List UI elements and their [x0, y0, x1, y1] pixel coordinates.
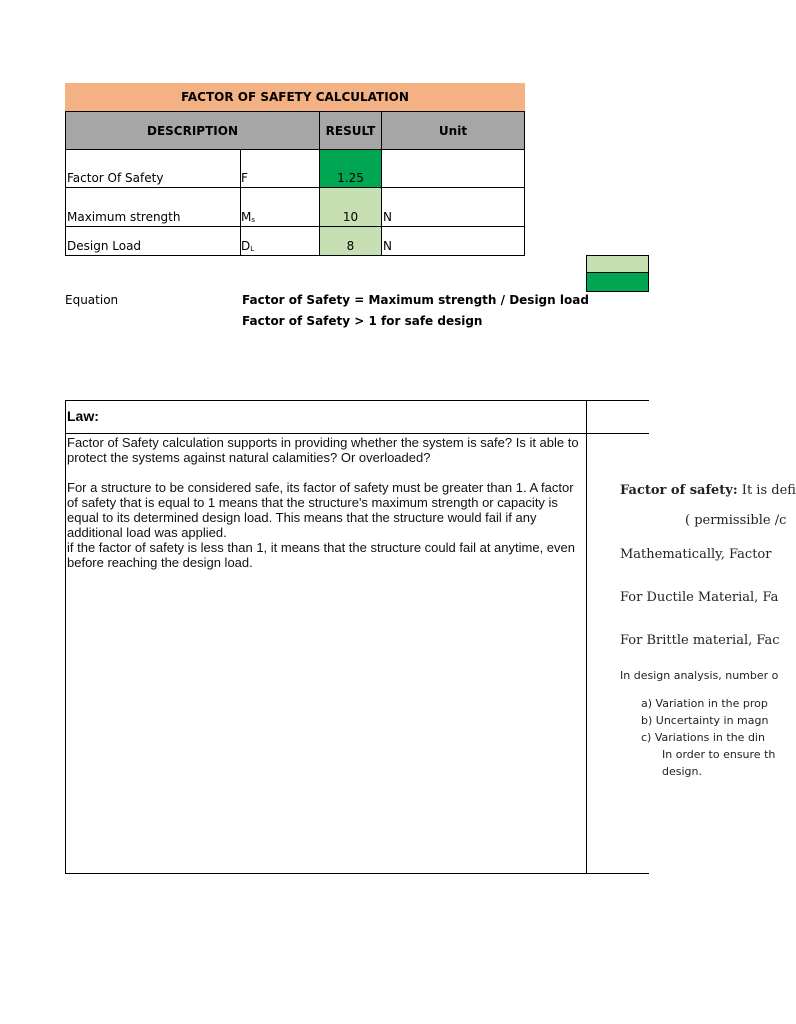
image-line-permissible: ( permissible /c: [685, 513, 787, 528]
legend-input-swatch: [586, 255, 649, 273]
law-divider-horizontal: [65, 433, 649, 434]
law-paragraph-2: For a structure to be considered safe, its factor of safety must be greater than 1. A factor of safety that is equal to 1 means that the structure's maximum strength or capacity is equal to its determined design load. This means that the structure would fail if any additional load was applied.: [67, 480, 574, 540]
row-symbol-design-load: D $_L$: [240, 226, 320, 256]
image-line-ductile: For Ductile Material, Fa: [620, 590, 779, 605]
legend-output-swatch: [586, 273, 649, 292]
input-maximum-strength[interactable]: 10: [319, 187, 382, 227]
image-line-design-analysis: In design analysis, number o: [620, 669, 779, 682]
image-line-definition: Factor of safety: It is defi: [620, 483, 796, 498]
law-title: Law:: [67, 408, 99, 424]
image-line-mathematically: Mathematically, Factor: [620, 547, 772, 562]
table-title: FACTOR OF SAFETY CALCULATION: [65, 83, 525, 111]
law-box: [65, 400, 649, 874]
equation-label: Equation: [65, 293, 119, 307]
image-item-b: b) Uncertainty in magn: [641, 714, 769, 727]
unit-factor-of-safety: [381, 149, 525, 188]
image-line-ensure: In order to ensure th: [662, 748, 776, 761]
image-line-brittle: For Brittle material, Fac: [620, 633, 780, 648]
row-symbol-maximum-strength: M $_s$: [240, 187, 320, 227]
image-item-a: a) Variation in the prop: [641, 697, 768, 710]
law-paragraph-1: Factor of Safety calculation supports in providing whether the system is safe? Is it able to protect the systems against natural calamities? Or overloaded?: [67, 435, 579, 465]
image-item-c: c) Variations in the din: [641, 731, 765, 744]
input-design-load[interactable]: 8: [319, 226, 382, 256]
row-symbol-factor-of-safety: F: [240, 149, 320, 188]
unit-maximum-strength: N: [381, 187, 525, 227]
header-unit: Unit: [381, 111, 525, 150]
law-paragraph-3: if the factor of safety is less than 1, it means that the structure could fail at anytime, even before reaching the design load.: [67, 540, 575, 570]
result-factor-of-safety[interactable]: 1.25: [319, 149, 382, 188]
embedded-reference-image: [610, 470, 796, 790]
unit-design-load: N: [381, 226, 525, 256]
row-label-design-load: Design Load: [65, 226, 241, 256]
row-label-factor-of-safety: Factor Of Safety: [65, 149, 241, 188]
equation-formula: Factor of Safety = Maximum strength / Design load: [242, 293, 589, 307]
image-line-design: design.: [662, 765, 702, 778]
header-description: DESCRIPTION: [65, 111, 320, 150]
equation-condition: Factor of Safety > 1 for safe design: [242, 314, 483, 328]
law-divider-vertical: [586, 400, 587, 874]
row-label-maximum-strength: Maximum strength: [65, 187, 241, 227]
header-result: RESULT: [319, 111, 382, 150]
